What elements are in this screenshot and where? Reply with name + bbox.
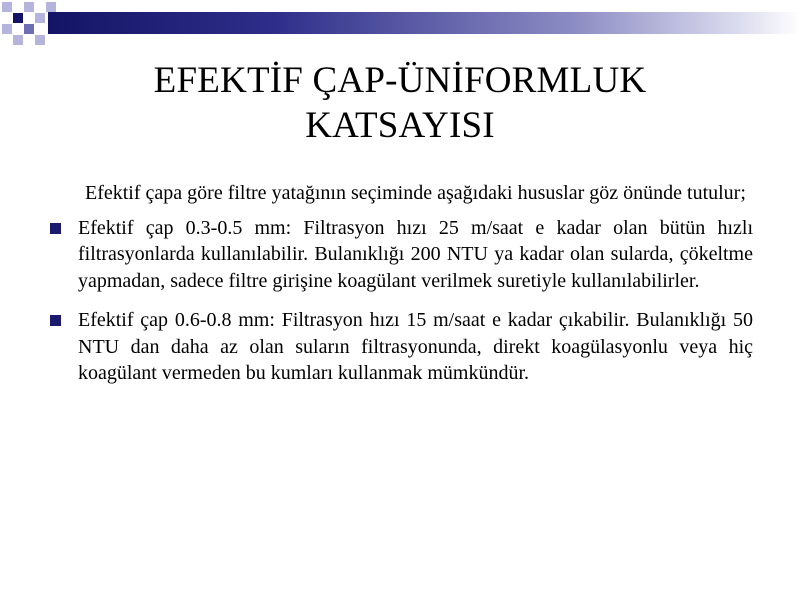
decor-square <box>35 13 45 23</box>
decor-square <box>2 24 12 34</box>
intro-paragraph: Efektif çapa göre filtre yatağının seçiminde aşağıdaki hususlar göz önünde tutulur; <box>85 182 746 204</box>
header-gradient-bar <box>48 12 800 34</box>
bullet-item <box>50 215 753 295</box>
decor-square <box>35 35 45 45</box>
bullet-text: Efektif çap 0.3-0.5 mm: Filtrasyon hızı 25 m/saat e kadar olan bütün hızlı filtrasyonlarda kullanılabilir. Bulanıklığı 200 NTU ya kadar olan sularda, çökeltme yapmadan, sadece filtre girişine koagülant verilmek suretiyle kullanılabilirler. <box>78 216 753 292</box>
slide-title <box>70 58 730 148</box>
slide-title-line: EFEKTİF ÇAP-ÜNİFORMLUK <box>153 60 647 101</box>
bullet-item <box>50 307 753 387</box>
square-bullet-icon <box>50 315 61 326</box>
decor-square <box>13 35 23 45</box>
decor-square <box>24 2 34 12</box>
decor-square <box>13 13 23 23</box>
decor-square <box>46 2 56 12</box>
square-bullet-icon <box>50 223 61 234</box>
slide-body <box>50 180 753 400</box>
decor-square <box>2 2 12 12</box>
decor-square <box>24 24 34 34</box>
slide-title-line: KATSAYISI <box>305 105 495 146</box>
bullet-text: Efektif çap 0.6-0.8 mm: Filtrasyon hızı 15 m/saat e kadar çıkabilir. Bulanıklığı 50 NTU dan daha az olan suların filtrasyonunda, direkt koagülasyonlu veya hiç koagülant vermeden bu kumları kullanmak mümkündür. <box>78 309 753 384</box>
